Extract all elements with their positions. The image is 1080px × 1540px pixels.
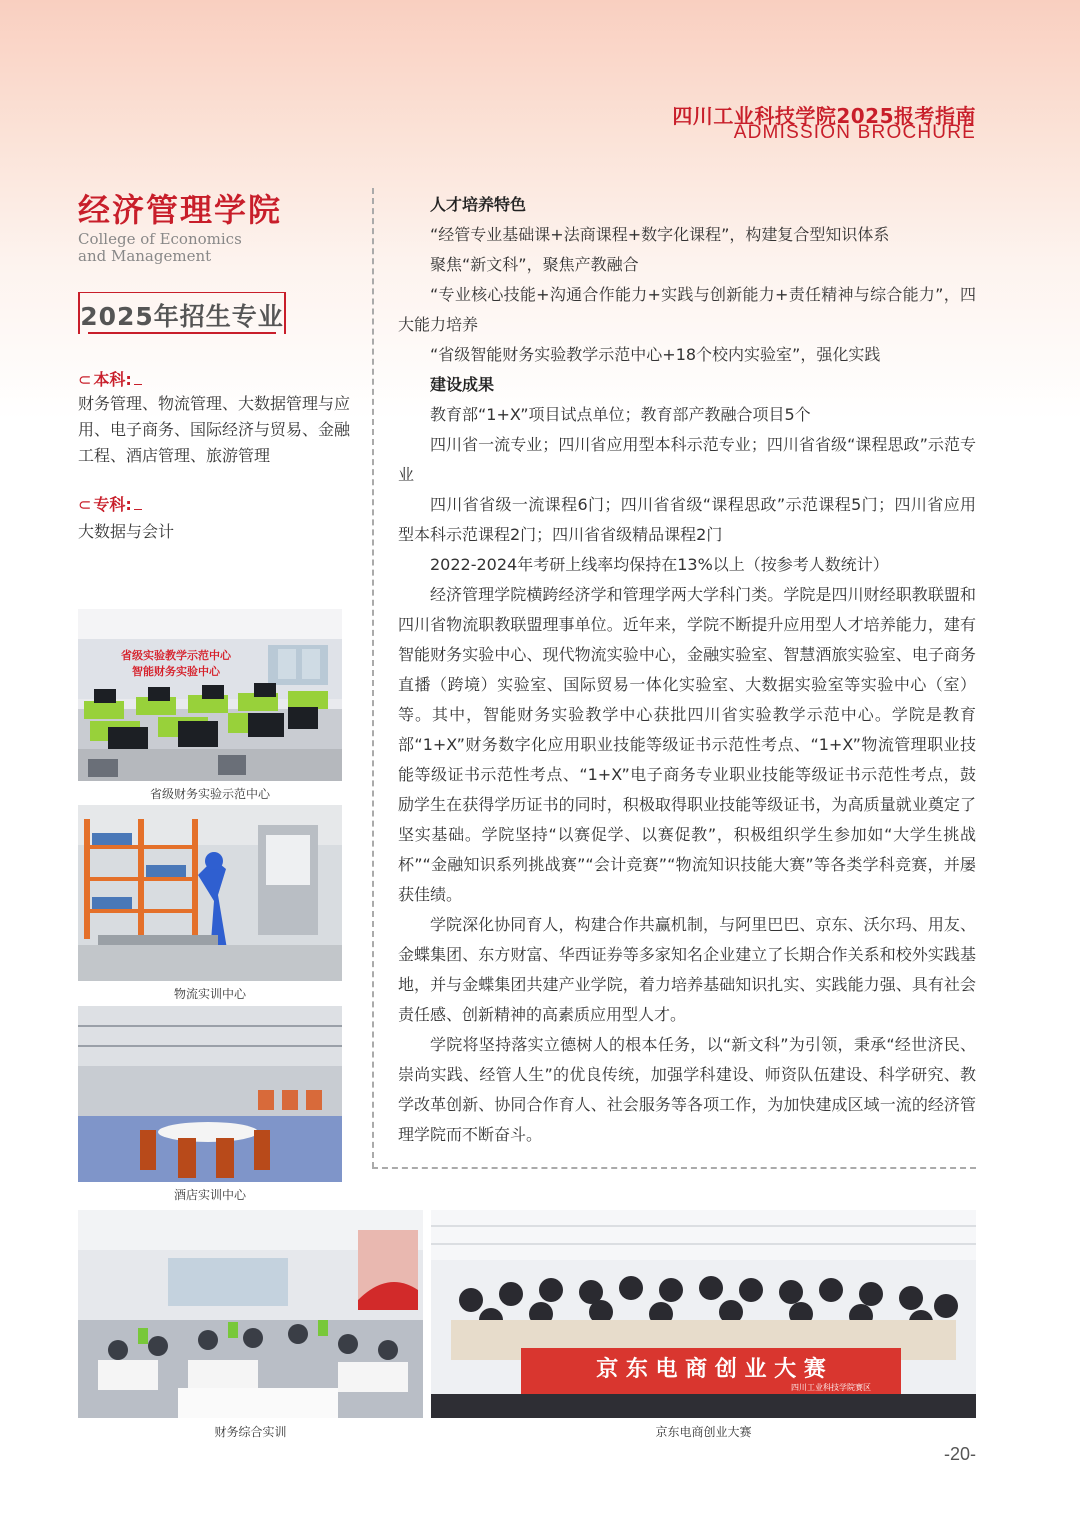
lab-sign-2: 智能财务实验中心 — [132, 665, 220, 678]
logistics-image — [78, 805, 342, 981]
underline-decoration — [134, 384, 142, 385]
photo-jd-contest — [431, 1210, 976, 1418]
college-name-en-line1: College of Economics — [78, 230, 242, 248]
enrollment-title: 2025年招生专业 — [80, 302, 284, 331]
paragraph: 教育部“1+X”项目试点单位；教育部产教融合项目5个 — [430, 405, 811, 424]
paragraph: 四川省一流专业；四川省应用型本科示范专业；四川省省级“课程思政”示范专业 — [398, 435, 976, 484]
photo-finance-lab — [78, 609, 342, 781]
vertical-divider — [372, 188, 374, 1168]
junior-label — [78, 492, 142, 515]
bracket-decoration: ⊂ — [78, 370, 92, 389]
paragraph: 经济管理学院横跨经济学和管理学两大学科门类。学院是四川财经职教联盟和四川省物流职教联盟理事单位。近年来，学院不断提升应用型人才培养能力，建有智能财务实验中心、现代物流实验中心，金融实验室、智慧酒旅实验室、电子商务直播（跨境）实验室、国际贸易一体化实验室、大数据实验室等实验中心（室）等。其中，智能财务实验教学中心获批四川省实验教学示范中心。学院是教育部“1+X”财务数字化应用职业技能等级证书示范性考点、“1+X”物流管理职业技能等级证书示范性考点、“1+X”电子商务专业职业技能等级证书示范性考点，鼓励学生在获得学历证书的同时，积极取得职业技能等级证书，为高质量就业奠定了坚实基础。学院坚持“以赛促学、以赛促教”，积极组织学生参加如“大学生挑战杯”“金融知识系列挑战赛”“会计竞赛”“物流知识技能大赛”等各类学科竞赛，并屡获佳绩。 — [398, 585, 976, 904]
junior-label-text: 专科: — [93, 495, 132, 514]
caption-finance-lab: 省级财务实验示范中心 — [149, 787, 270, 801]
caption-jd-contest: 京东电商创业大赛 — [655, 1425, 752, 1439]
undergrad-label-text: 本科: — [93, 370, 132, 389]
paragraph: “专业核心技能+沟通合作能力+实践与创新能力+责任精神与综合能力”，四大能力培养 — [398, 285, 976, 334]
undergrad-majors: 财务管理、物流管理、大数据管理与应用、电子商务、国际经济与贸易、金融工程、酒店管理、旅游管理 — [78, 394, 351, 465]
paragraph: “经管专业基础课+法商课程+数字化课程”，构建复合型知识体系 — [430, 225, 890, 244]
brochure-title: 四川工业科技学院2025报考指南 — [672, 104, 976, 128]
paragraph: 学院将坚持落实立德树人的根本任务，以“新文科”为引领，秉承“经世济民、崇尚实践、经管人生”的优良传统，加强学科建设、师资队伍建设、科学研究、教学改革创新、协同合作育人、社会服务等各项工作，为加快建成区域一流的经济管理学院而不断奋斗。 — [398, 1035, 976, 1144]
junior-majors: 大数据与会计 — [78, 522, 175, 541]
contest-banner-text: 京 东 电 商 创 业 大 赛 — [596, 1357, 826, 1382]
section-heading: 人才培养特色 — [430, 195, 527, 214]
horizontal-divider — [372, 1167, 976, 1169]
college-name-en — [78, 231, 318, 265]
photo-finance-training — [78, 1210, 423, 1418]
section-heading: 建设成果 — [430, 375, 495, 394]
contest-banner-subtext: 四川工业科技学院赛区 — [791, 1383, 871, 1392]
college-name-cn: 经济管理学院 — [78, 191, 283, 229]
body-text — [398, 190, 976, 1150]
lab-sign-1: 省级实验教学示范中心 — [121, 649, 231, 662]
enrollment-title-box — [78, 292, 286, 334]
finance-lab-image — [78, 609, 342, 781]
caption-finance-training: 财务综合实训 — [214, 1425, 287, 1439]
paragraph: 聚焦“新文科”，聚焦产教融合 — [430, 255, 639, 274]
finance-training-image — [78, 1210, 423, 1418]
paragraph: 学院深化协同育人，构建合作共赢机制，与阿里巴巴、京东、沃尔玛、用友、金蝶集团、东方财富、华西证券等多家知名企业建立了长期合作关系和校外实践基地，并与金蝶集团共建产业学院，着力培养基础知识扎实、实践能力强、具有社会责任感、创新精神的高素质应用型人才。 — [398, 915, 976, 1024]
photo-logistics — [78, 805, 342, 981]
college-name-en-line2: and Management — [78, 247, 212, 265]
paragraph: 四川省省级一流课程6门；四川省省级“课程思政”示范课程5门；四川省应用型本科示范课程2门；四川省省级精品课程2门 — [398, 495, 976, 544]
bracket-decoration: ⊂ — [78, 495, 92, 514]
paragraph: “省级智能财务实验教学示范中心+18个校内实验室”，强化实践 — [430, 345, 881, 364]
photo-hotel — [78, 1006, 342, 1182]
page-number: -20- — [943, 1444, 976, 1464]
jd-contest-image — [431, 1210, 976, 1418]
hotel-image — [78, 1006, 342, 1182]
caption-logistics: 物流实训中心 — [173, 987, 246, 1001]
undergrad-label — [78, 367, 142, 390]
underline-decoration — [134, 509, 142, 510]
brochure-subtitle: ADMISSION BROCHURE — [733, 122, 976, 143]
paragraph: 2022-2024年考研上线率均保持在13%以上（按参考人数统计） — [430, 555, 889, 574]
caption-hotel: 酒店实训中心 — [173, 1188, 246, 1202]
